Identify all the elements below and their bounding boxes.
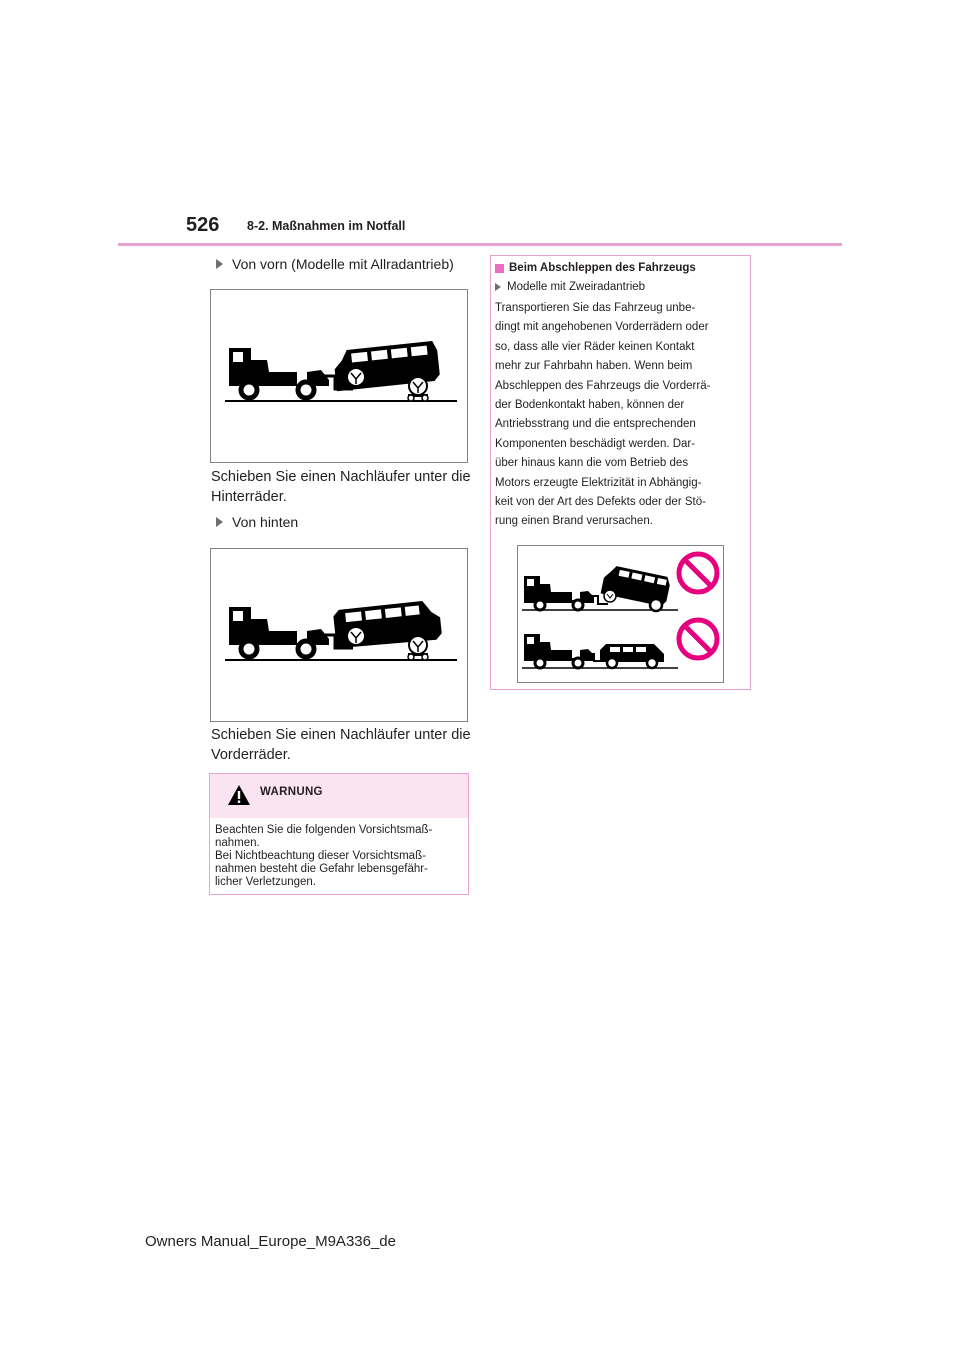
square-bullet-icon <box>495 264 504 273</box>
front-caption: Schieben Sie einen Nachläufer unter die Hinterräder. <box>211 469 471 505</box>
note-subtitle-text: Modelle mit Zweiradantrieb <box>507 281 646 293</box>
bullet-rear <box>216 514 298 530</box>
header-rule <box>118 243 842 246</box>
tow-front-figure <box>210 289 468 463</box>
warning-line: Bei Nichtbeachtung dieser Vorsichtsmaß- <box>215 850 426 862</box>
warning-title: WARNUNG <box>260 786 323 798</box>
note-line: über hinaus kann die vom Betrieb des <box>495 457 689 470</box>
warning-triangle-icon <box>227 784 251 806</box>
bullet-front <box>216 256 454 272</box>
rear-caption: Schieben Sie einen Nachläufer unter die Vorderräder. <box>211 727 471 763</box>
warning-header <box>210 774 468 818</box>
front-label: Von vorn (Modelle mit Allradantrieb) <box>232 256 454 272</box>
section-title: 8-2. Maßnahmen im Notfall <box>247 219 406 233</box>
warning-text <box>215 824 467 889</box>
warning-line: nahmen. <box>215 837 260 849</box>
warning-line: licher Verletzungen. <box>215 876 317 888</box>
towing-note-box <box>490 255 751 690</box>
note-line: der Bodenkontakt haben, können der <box>495 399 685 412</box>
note-line: so, dass alle vier Räder keinen Kontakt <box>495 340 695 353</box>
note-line: Motors erzeugte Elektrizität in Abhängig- <box>495 476 702 489</box>
warning-line: nahmen besteht die Gefahr lebensgefähr- <box>215 863 428 875</box>
note-line: rung einen Brand verursachen. <box>495 515 653 528</box>
rear-label: Von hinten <box>232 514 299 530</box>
note-line: Transportieren Sie das Fahrzeug unbe- <box>495 302 696 314</box>
note-title <box>495 262 696 274</box>
prohibited-sign-icon <box>679 620 717 658</box>
note-line: dingt mit angehobenen Vorderrädern oder <box>495 321 709 334</box>
triangle-bullet-icon <box>216 259 223 269</box>
warning-box <box>209 773 469 895</box>
note-line: Komponenten beschädigt werden. Dar- <box>495 437 696 450</box>
triangle-bullet-icon <box>495 283 501 291</box>
note-text <box>495 299 747 532</box>
note-subtitle <box>495 281 645 293</box>
prohibited-towing-figure <box>517 545 724 683</box>
footer-text: Owners Manual_Europe_M9A336_de <box>145 1233 396 1250</box>
note-line: keit von der Art des Defekts oder der Stö- <box>495 496 706 509</box>
note-line: Abschleppen des Fahrzeugs die Vorderrä- <box>495 379 711 392</box>
tow-truck-illustration-icon <box>211 290 467 462</box>
tow-truck-illustration-icon <box>211 549 467 721</box>
page-number: 526 <box>186 214 220 236</box>
warning-line: Beachten Sie die folgenden Vorsichtsmaß- <box>215 824 433 836</box>
tow-rear-figure <box>210 548 468 722</box>
note-line: mehr zur Fahrbahn haben. Wenn beim <box>495 360 693 373</box>
note-title-text: Beim Abschleppen des Fahrzeugs <box>509 262 696 274</box>
prohibited-sign-icon <box>679 554 717 592</box>
prohibited-towing-illustration-icon <box>518 546 723 682</box>
triangle-bullet-icon <box>216 517 223 527</box>
note-line: Antriebsstrang und die entsprechenden <box>495 418 696 431</box>
